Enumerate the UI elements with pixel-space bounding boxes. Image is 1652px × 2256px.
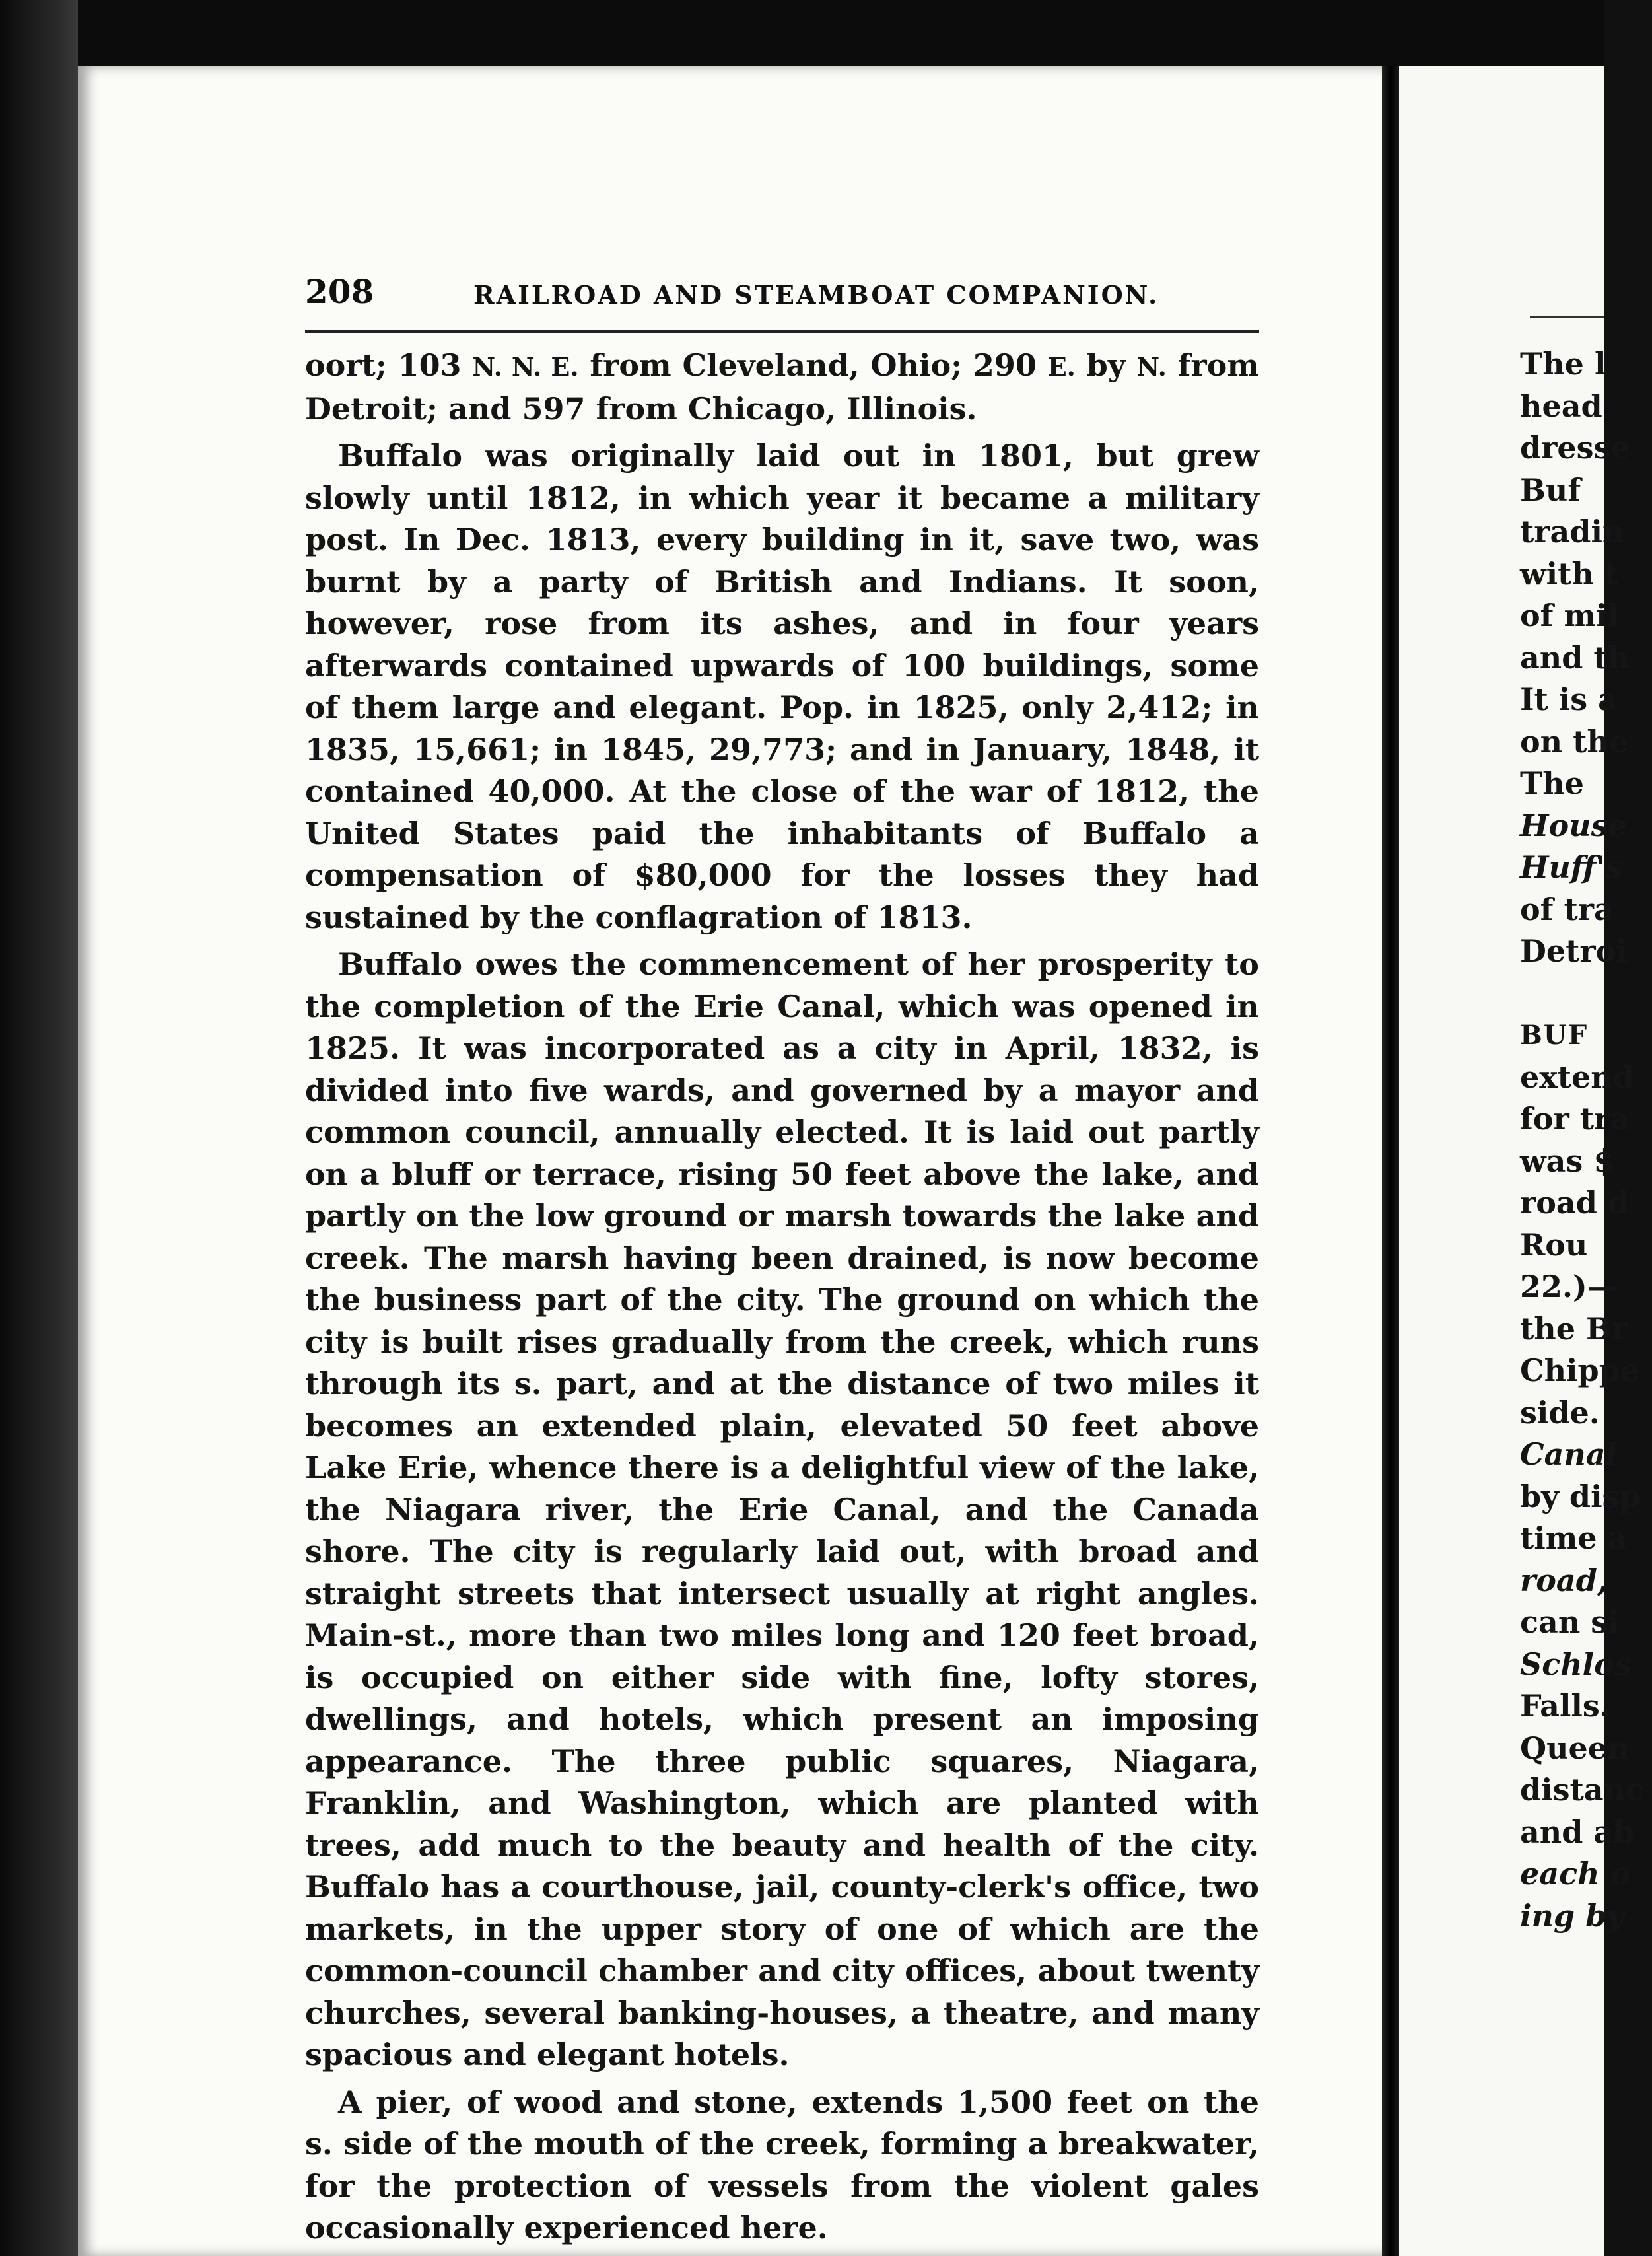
paragraph-2: Buffalo was originally laid out in 1801, but grew slowly until 1812, in which year it became a military post. In Dec. 1813, every building in it, save two, was burnt by a party of British and Indians. It soon, however, rose from its ashes, and in four years afterwards contained upwards of 100 buildings, some of them large and elegant. Pop. in 1825, only 2,412; in 1835, 15,661; in 1845, 29,773; and in January, 1848, it contained 40,000. At the close of the war of 1812, the United States paid the inhabitants of Buffalo a compensation of $80,000 for the losses they had sustained by the conflagration of 1813. — [305, 438, 1259, 935]
facing-line: was $ — [1520, 1143, 1615, 1179]
page-number: 208 — [305, 272, 374, 311]
facing-line: ing by — [1520, 1897, 1624, 1934]
running-title: RAILROAD AND STEAMBOAT COMPANION. — [473, 280, 1159, 310]
paragraph-3: Buffalo owes the commencement of her prosperity to the completion of the Erie Canal, which was opened in 1825. It was incorporated as a city in April, 1832, is divided into five wards, and governed by a mayor and common council, annually elected. It is laid out partly on a bluff or terrace, rising 50 feet above the lake, and partly on the low ground or marsh towards the lake and creek. The marsh having been drained, is now become the business part of the city. The ground on which the city is built rises gradually from the creek, which runs through its s. part, and at the distance of two miles it becomes an extended plain, elevated 50 feet above Lake Erie, whence there is a delightful view of the lake, the Niagara river, the Erie Canal, and the Canada shore. The city is regularly laid out, with broad and straight streets that intersect usually at right angles. Main-st., more than two miles long and 120 feet broad, is occupied on either side with fine, lofty stores, dwellings, and hotels, which present an imposing appearance. The three public squares, Niagara, Franklin, and Washington, which are planted with trees, add much to the beauty and health of the city. Buffalo has a courthouse, jail, county-clerk's office, two markets, in the upper story of one of which are the common-council chamber and city offices, about twenty churches, several banking-houses, a theatre, and many spacious and elegant hotels. — [305, 946, 1259, 2072]
facing-line: time a — [1520, 1520, 1628, 1556]
facing-line: extend — [1520, 1059, 1634, 1095]
scan-top-border — [0, 0, 1604, 73]
facing-page-rule — [1530, 316, 1604, 318]
facing-line: each o — [1520, 1856, 1631, 1891]
facing-line: on the — [1520, 723, 1629, 759]
facing-line: Huff's — [1520, 849, 1622, 885]
facing-page-text — [1520, 343, 1652, 1937]
facing-line: Detroi — [1520, 933, 1628, 969]
facing-line: side. — [1520, 1394, 1600, 1430]
facing-line: tradin — [1520, 514, 1625, 549]
facing-line: The l — [1520, 346, 1606, 382]
facing-line: Buf — [1520, 472, 1581, 508]
facing-line: Queen — [1520, 1730, 1630, 1766]
facing-line: and ab — [1520, 1814, 1635, 1850]
facing-line: by disp — [1520, 1478, 1641, 1514]
header-rule — [305, 330, 1259, 333]
facing-line: Chippe — [1520, 1353, 1640, 1388]
facing-line: of tra — [1520, 891, 1614, 927]
facing-line: can si — [1520, 1604, 1620, 1640]
facing-line: Schlos — [1520, 1646, 1632, 1682]
facing-line: The — [1520, 765, 1584, 801]
facing-line: House — [1520, 807, 1628, 843]
facing-line: for tra — [1520, 1101, 1630, 1137]
facing-line: road d — [1520, 1185, 1630, 1220]
facing-line: the Br — [1520, 1310, 1628, 1347]
facing-line: Rou — [1520, 1226, 1588, 1263]
facing-line: Canal — [1520, 1436, 1618, 1472]
facing-line: distanc — [1520, 1772, 1645, 1808]
facing-line: It is a — [1520, 682, 1618, 717]
facing-line: and th — [1520, 639, 1630, 676]
facing-line: road, — [1520, 1562, 1608, 1598]
book-gutter — [1382, 66, 1399, 2256]
facing-line: BUF — [1520, 1020, 1589, 1051]
facing-line: dresse — [1520, 430, 1630, 466]
facing-line: head — [1520, 388, 1602, 424]
facing-line: with t — [1520, 555, 1619, 592]
paragraph-4: A pier, of wood and stone, extends 1,500 feet on the s. side of the mouth of the creek, forming a breakwater, for the protection of vessels from the violent gales occasionally experienced here. — [305, 2084, 1259, 2245]
facing-line — [1520, 973, 1652, 1015]
facing-line: 22.)— — [1520, 1269, 1618, 1304]
main-text — [305, 345, 1259, 2249]
page-header — [305, 272, 1259, 318]
facing-line: Falls. — [1520, 1688, 1610, 1724]
paragraph-1: oort; 103 N. N. E. from Cleveland, Ohio; 290 E. by N. from Detroit; and 597 from Chicago, Illinois. — [305, 347, 1260, 427]
book-spine-edge — [0, 0, 78, 2256]
facing-line: of mil — [1520, 598, 1620, 633]
